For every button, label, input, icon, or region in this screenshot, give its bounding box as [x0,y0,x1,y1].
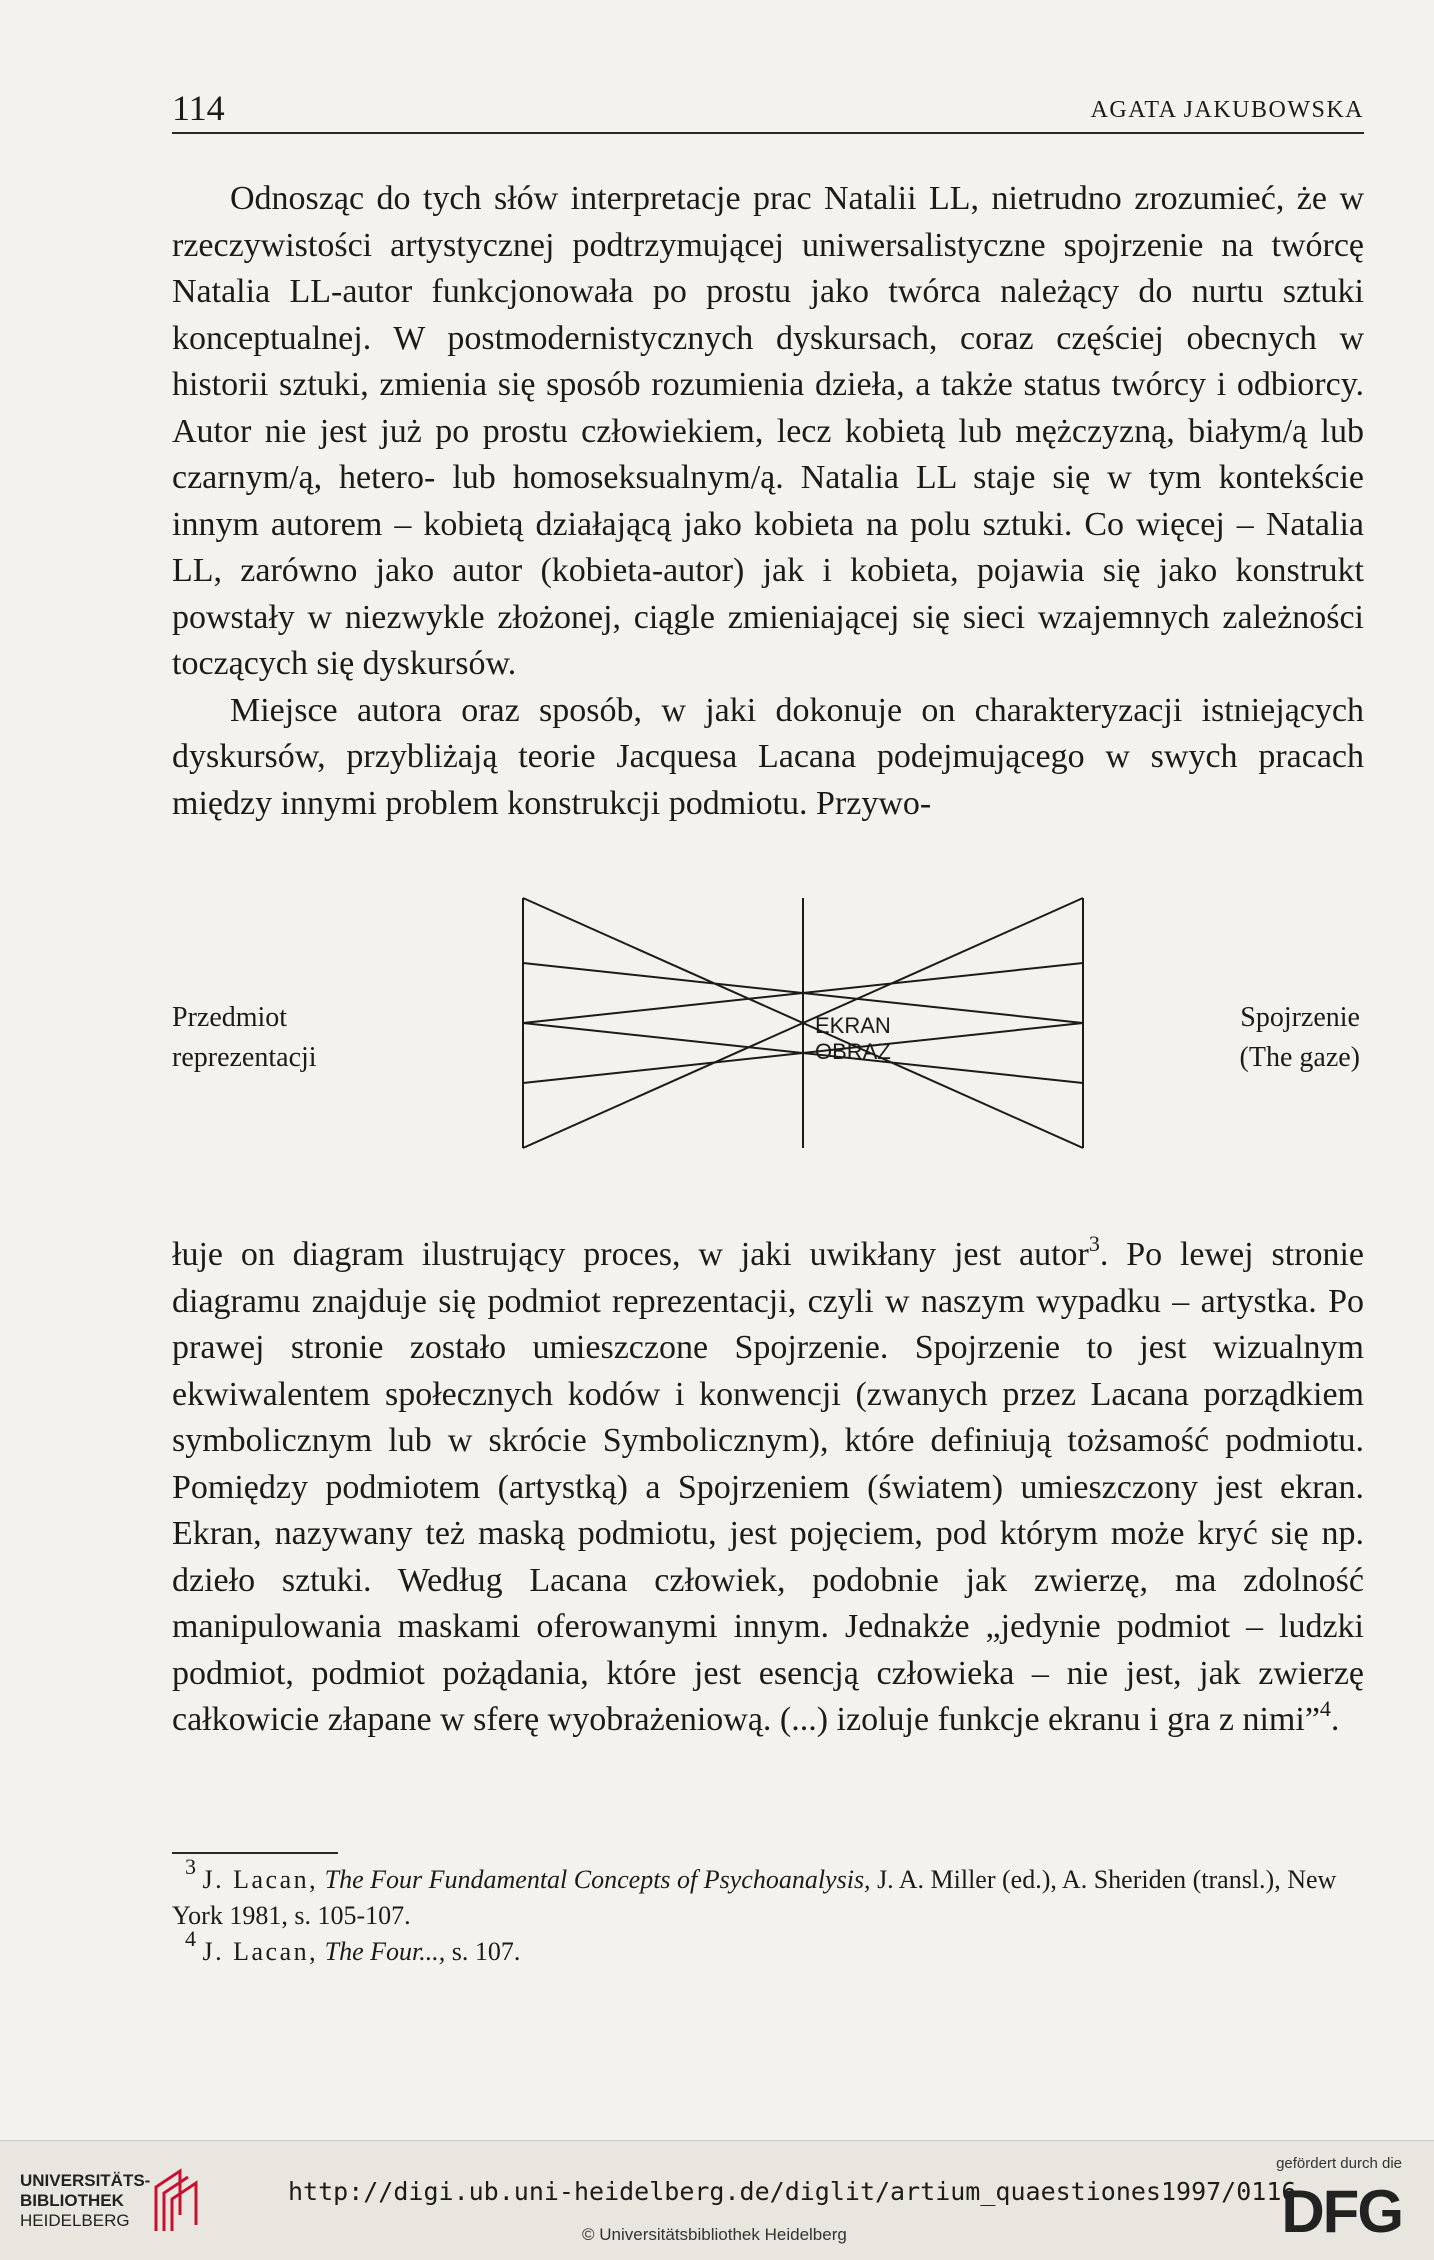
footnote [172,1926,1364,1970]
footnote-author: J. Lacan, [202,1865,319,1894]
dfg-logo: DFG [1281,2178,1402,2245]
running-head: AGATA JAKUBOWSKA [1090,97,1364,123]
text-run: . [1330,1701,1340,1738]
footnote-author: J. Lacan, [202,1937,319,1966]
diagram-center-label-line: OBRAZ [815,1039,891,1064]
permalink-url[interactable]: http://digi.ub.uni-heidelberg.de/diglit/artium_quaestiones1997/0116 [288,2177,1297,2206]
footnote-number: 4 [185,1926,196,1951]
diagram-left-label [172,998,317,1078]
lacan-diagram [0,880,1434,1180]
text-run: . Po lewej stronie diagramu znajduje się podmiot reprezentacji, czyli w naszym wypadku – artystka. Po prawej stronie zostało umieszczone Spojrzenie. Spojrzenie to jest wizualnym ekwiwalentem społecznych kodów i konwencji (zwanych przez Lacana porządkiem symbolicznym lub w skrócie Symbolicznym), które definiują tożsamość podmiotu. Pomiędzy podmiotem (artystką) a Spojrzeniem (światem) umieszczony jest ekran. Ekran, nazywany też maską podmiotu, jest pojęciem, pod którym może kryć się np. dzieło sztuki. Według Lacana człowiek, podobnie jak zwierzę, ma zdolność manipulowania maskami oferowanymi innym. Jednakże „jedynie podmiot – ludzki podmiot, podmiot pożądania, które jest esencją człowieka – nie jest, jak zwierzę całkowicie złapane w sferę wyobrażeniową. (...) izoluje funkcje ekranu i gra z nimi” [172,1236,1364,1738]
footnote-title: The Four..., [324,1937,446,1966]
footnote-text: J. A. Miller (ed.), A. Sheriden (transl.), New York 1981, s. 105-107. [172,1865,1337,1930]
diagram-left-label-line: Przedmiot [172,1002,288,1033]
library-logo-icon [150,2165,198,2235]
footnote-ref[interactable]: 3 [1088,1231,1100,1256]
paragraph: Odnosząc do tych słów interpretacje prac Natalii LL, nietrudno zrozumieć, że w rzeczywistości artystycznej podtrzymującej uniwersalistyczne spojrzenie na twórcę Natalia LL-autor funkcjonowała po prostu jako twórca należący do nurtu sztuki konceptualnej. W postmodernistycznych dyskursach, coraz częściej obecnych w historii sztuki, zmienia się sposób rozumienia dzieła, a także status twórcy i odbiorcy. Autor nie jest już po prostu człowiekiem, lecz kobietą lub mężczyzną, białym/ą lub czarnym/ą, hetero- lub homoseksualnym/ą. Natalia LL staje się w tym kontekście innym autorem – kobietą działającą jako kobieta na polu sztuki. Co więcej – Natalia LL, zarówno jako autor (kobieta-autor) jak i kobieta, pojawia się jako konstrukt powstały w niezwykle złożonej, ciągle zmieniającej się sieci wzajemnych zależności toczących się dyskursów. [172,180,1364,682]
footnote-divider [172,1852,338,1854]
footnote-title: The Four Fundamental Concepts of Psychoanalysis, [324,1865,871,1894]
footnote [172,1854,1364,1934]
footnotes [172,1854,1364,1970]
text-run: łuje on diagram ilustrujący proces, w jaki uwikłany jest autor [172,1236,1089,1273]
page-header [172,84,1364,134]
footnote-text: s. 107. [451,1937,521,1966]
library-name-line: BIBLIOTHEK [20,2191,124,2210]
footer-bar [0,2140,1434,2260]
diagram-center-label [815,1013,891,1065]
library-name-line: UNIVERSITÄTS- [20,2171,151,2190]
library-name [20,2171,150,2231]
diagram-right-label [1240,998,1360,1078]
body-text-top [172,176,1364,827]
diagram-right-label-line: (The gaze) [1239,1042,1360,1073]
footnote-number: 3 [185,1854,196,1879]
paragraph [172,1232,1364,1744]
diagram-right-label-line: Spojrzenie [1240,1002,1360,1033]
page-number: 114 [172,88,225,128]
copyright-notice: © Universitätsbibliothek Heidelberg [582,2225,847,2244]
library-name-line: HEIDELBERG [20,2211,130,2230]
paragraph: Miejsce autora oraz sposób, w jaki dokonuje on charakteryzacji istniejących dyskursów, przybliżają teorie Jacquesa Lacana podejmującego w swych pracach między innymi problem konstrukcji podmiotu. Przywo- [172,691,1364,822]
diagram-left-label-line: reprezentacji [172,1042,317,1073]
funded-by-label: gefördert durch die [1276,2155,1402,2172]
body-text-bottom [172,1232,1364,1744]
footnote-ref[interactable]: 4 [1319,1696,1331,1721]
diagram-center-label-line: EKRAN [815,1013,891,1038]
